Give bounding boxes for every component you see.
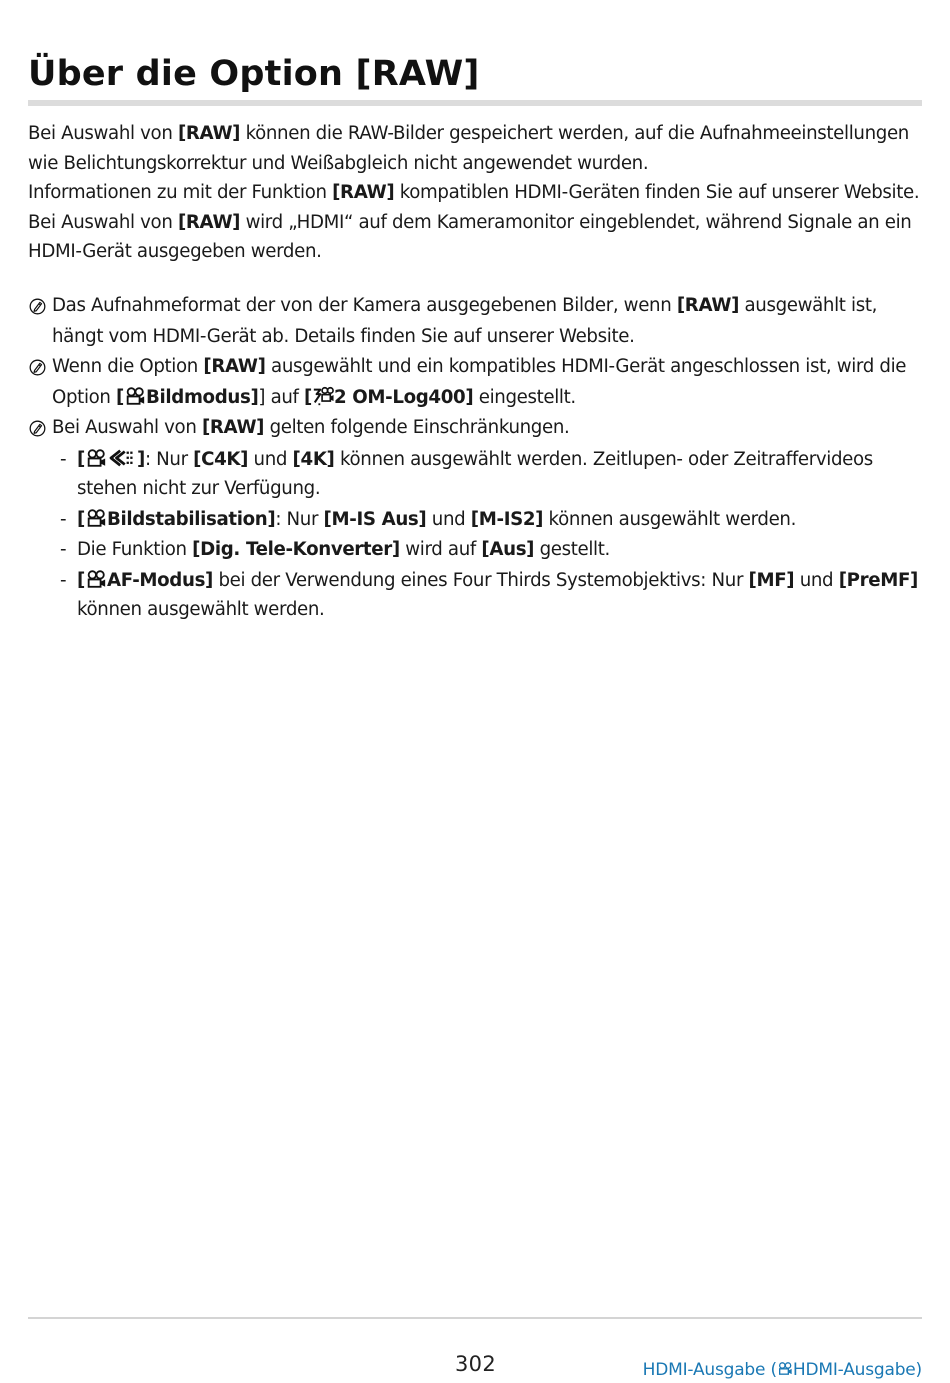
note-item	[28, 413, 922, 444]
text: ausgewählt und ein kompatibles HDMI-Gerät angeschlossen ist, wird die Option	[52, 356, 907, 408]
text: ausgewählt ist, hängt vom HDMI-Gerät ab. Details finden Sie auf unserer Website.	[52, 295, 878, 347]
link-text: HDMI-Ausgabe (	[642, 1360, 777, 1380]
text: und	[426, 508, 471, 530]
page-title: Über die Option [RAW]	[28, 54, 480, 94]
text: Bei Auswahl von	[28, 123, 178, 144]
movie-camera-icon	[85, 568, 107, 590]
restriction-item	[28, 505, 922, 535]
restriction-item	[28, 445, 922, 504]
page-number: 302	[455, 1352, 496, 1376]
bracket: ]	[136, 448, 145, 470]
option-label: [Aus]	[481, 539, 535, 560]
option-label: [M-IS Aus]	[323, 508, 427, 530]
text: Informationen zu mit der Funktion	[28, 182, 333, 203]
movie-camera-icon	[777, 1360, 793, 1377]
note-pencil-icon	[29, 420, 46, 437]
bracket: [	[304, 386, 313, 408]
text: eingestellt.	[473, 386, 576, 408]
text: kompatiblen HDMI-Geräten finden Sie auf unserer Website.	[394, 182, 920, 203]
option-label: [MF]	[748, 569, 795, 591]
restriction-item	[28, 535, 922, 565]
option-label: [4K]	[292, 448, 335, 470]
text: gestellt.	[534, 539, 610, 560]
intro-paragraph-2	[28, 178, 922, 208]
movie-camera-icon	[85, 447, 107, 469]
intro-paragraph-3	[28, 208, 922, 267]
bracket: [	[77, 448, 85, 470]
raw-option-label: [RAW]	[177, 211, 241, 233]
dash-bullet: -	[60, 508, 67, 530]
option-label: [PreMF]	[838, 569, 919, 591]
text: wird „HDMI“ auf dem Kameramonitor eingeblendet, während Signale an ein HDMI-Gerät ausgegeben werden.	[28, 211, 912, 262]
intro-paragraph-1	[28, 119, 922, 178]
text: wird auf	[399, 539, 482, 560]
raw-option-label: [RAW]	[177, 123, 241, 144]
title-underline	[28, 100, 922, 106]
movie-resolution-icon	[107, 447, 137, 469]
note-pencil-icon	[29, 298, 46, 315]
text: gelten folgende Einschränkungen.	[264, 417, 570, 438]
notes-section	[28, 291, 922, 625]
option-label: AF-Modus]	[106, 569, 214, 591]
movie-picture-mode-icon	[312, 385, 334, 407]
raw-option-label: [RAW]	[201, 417, 265, 438]
footer-divider	[28, 1317, 922, 1319]
text: Bei Auswahl von	[52, 417, 202, 438]
text: und	[248, 448, 293, 470]
text: können ausgewählt werden. Zeitlupen- oder Zeitraffervideos stehen nicht zur Verfügung.	[77, 448, 873, 499]
text: Bei Auswahl von	[28, 211, 178, 233]
link-text: HDMI-Ausgabe)	[792, 1360, 922, 1380]
dash-bullet: -	[60, 539, 67, 560]
bracket: [	[77, 569, 85, 591]
text: : Nur	[144, 448, 194, 470]
text: können ausgewählt werden.	[77, 599, 325, 620]
text: können ausgewählt werden.	[543, 508, 797, 530]
intro-section	[28, 119, 922, 267]
note-pencil-icon	[29, 359, 46, 376]
text: Wenn die Option	[52, 356, 204, 377]
picture-mode-label: Bildmodus]	[146, 386, 259, 408]
raw-option-label: [RAW]	[203, 356, 266, 377]
text: können die RAW-Bilder gespeichert werden, auf die Aufnahmeeinstellungen wie Belichtungskorrektur und Weißabgleich nicht angewendet wurden.	[28, 123, 909, 174]
raw-option-label: [RAW]	[332, 182, 395, 203]
text: Die Funktion	[77, 539, 193, 560]
note-item	[28, 352, 922, 413]
text: ] auf	[258, 386, 305, 408]
text: bei der Verwendung eines Four Thirds Systemobjektivs: Nur	[213, 569, 749, 591]
option-label: [Dig. Tele-Konverter]	[192, 539, 400, 560]
bracket: [	[77, 508, 85, 530]
section-link[interactable]	[643, 1360, 922, 1380]
movie-camera-icon	[85, 507, 107, 529]
option-label: [M-IS2]	[470, 508, 544, 530]
raw-option-label: [RAW]	[676, 295, 740, 316]
option-label: Bildstabilisation]	[106, 508, 276, 530]
movie-camera-icon	[124, 385, 146, 407]
note-item	[28, 291, 922, 352]
bracket: [	[116, 386, 124, 408]
option-label: [C4K]	[193, 448, 249, 470]
text: : Nur	[275, 508, 324, 530]
dash-bullet: -	[60, 448, 67, 470]
restriction-item	[28, 566, 922, 625]
dash-bullet: -	[60, 569, 67, 591]
text: und	[794, 569, 839, 591]
om-log-label: 2 OM-Log400]	[334, 386, 474, 408]
text: Das Aufnahmeformat der von der Kamera ausgegebenen Bilder, wenn	[52, 295, 677, 316]
